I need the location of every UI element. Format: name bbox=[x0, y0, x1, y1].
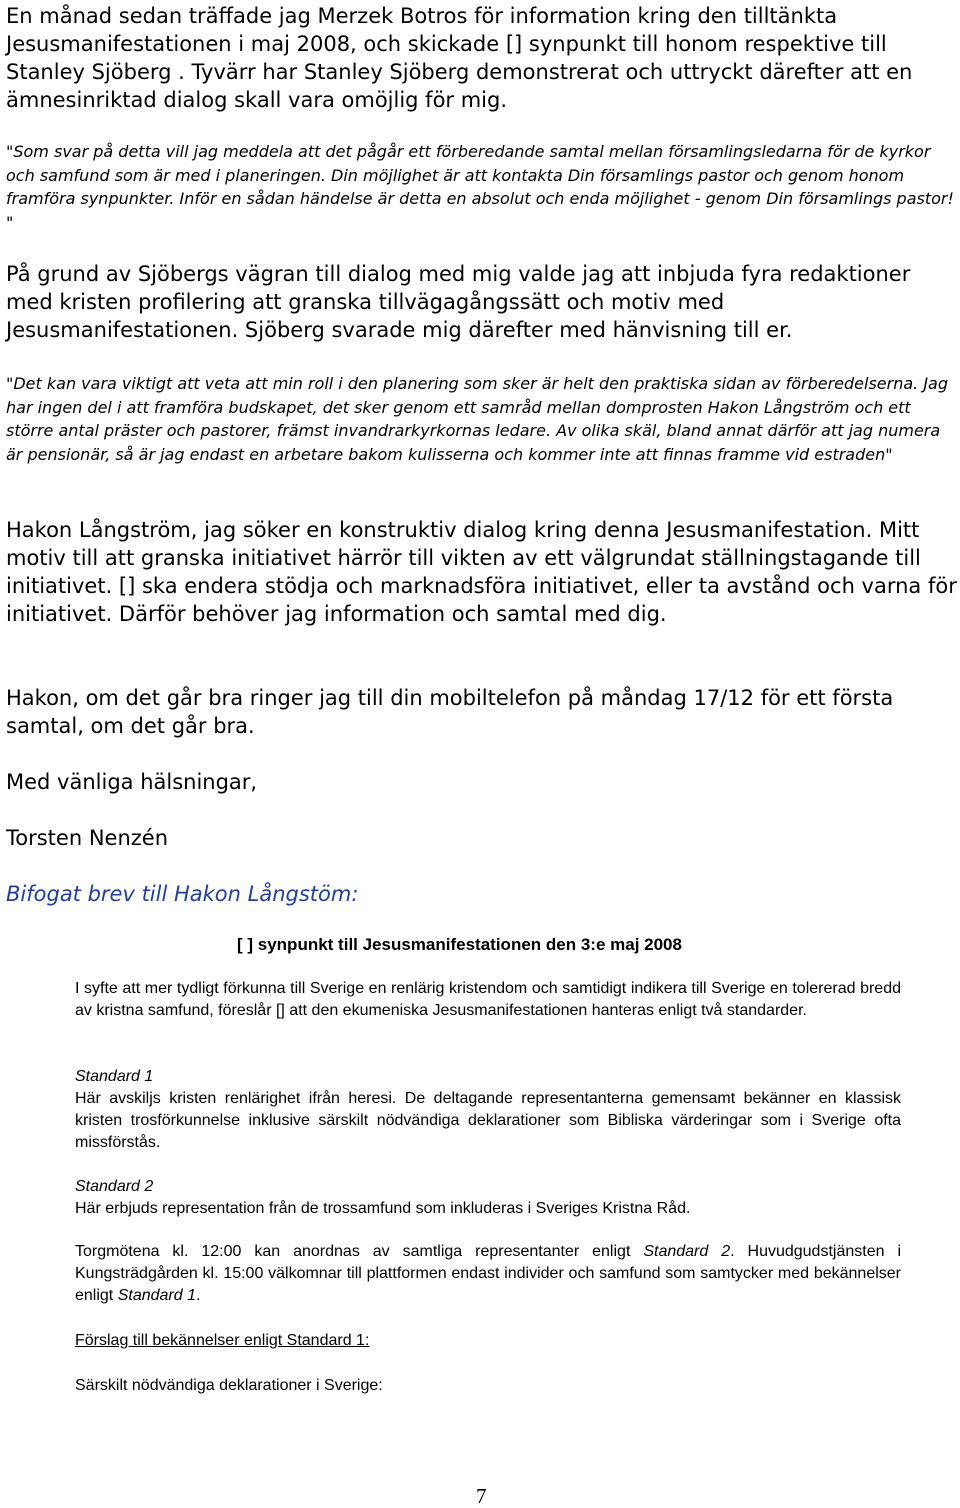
quote-sjoberg-2: "Det kan vara viktigt att veta att min roll i den planering som sker är helt den praktiska sidan av förberedelserna. Jag har ingen del i att framföra budskapet, det sker genom ett samråd mellan domprosten Hakon Långström och ett större antal präster och pastorer, främst invandrarkyrkornas ledare. Av olika skäl, bland annat därför att jag numera är pensionär, så är jag endast en arbetare bakom kulisserna och kommer inte att finnas framme vid estraden" bbox=[6, 374, 948, 464]
signature: Torsten Nenzén bbox=[6, 826, 169, 850]
schedule-ref-standard-1: Standard 1 bbox=[117, 1287, 196, 1304]
attachment-title: Bifogat brev till Hakon Långstöm: bbox=[6, 882, 359, 906]
paragraph-call: Hakon, om det går bra ringer jag till din mobiltelefon på måndag 17/12 för ett första samtal, om det går bra. bbox=[6, 686, 894, 738]
paragraph-redaktioner: På grund av Sjöbergs vägran till dialog med mig valde jag att inbjuda fyra redaktioner med kristen profilering att granska tillvägagångssätt och motiv med Jesusmanifestationen. Sjöberg svarade mig därefter med hänvisning till er. bbox=[6, 262, 911, 342]
standard-2-section bbox=[75, 1176, 901, 1220]
schedule-paragraph bbox=[75, 1241, 901, 1307]
standard-1-label: Standard 1 bbox=[75, 1068, 154, 1085]
intro-paragraph: En månad sedan träffade jag Merzek Botros för information kring den tilltänkta Jesusmanifestationen i maj 2008, och skickade [] synpunkt till honom respektive till Stanley Sjöberg . Tyvärr har Stanley Sjöberg demonstrerat och uttryckt därefter att en ämnesinriktad dialog skall vara omöjlig för mig. bbox=[6, 4, 913, 112]
attachment-heading: [ ] synpunkt till Jesusmanifestationen den 3:e maj 2008 bbox=[237, 935, 682, 954]
greeting: Med vänliga hälsningar, bbox=[6, 770, 258, 794]
page-number: 7 bbox=[476, 1484, 487, 1508]
schedule-end: . bbox=[195, 1287, 201, 1304]
standard-1-section bbox=[75, 1066, 901, 1154]
declarations-heading: Särskilt nödvändiga deklarationer i Sverige: bbox=[75, 1377, 383, 1394]
standard-1-text: Här avskiljs kristen renlärighet ifrån heresi. De deltagande representanterna gemensamt bekänner en klassisk kristen trosförkunnelse inklusive särskilt nödvändiga deklarationer som Bibliska värderingar som i Sverige ofta missförstås. bbox=[75, 1090, 901, 1151]
standard-2-label: Standard 2 bbox=[75, 1178, 154, 1195]
schedule-ref-standard-2: Standard 2 bbox=[643, 1243, 731, 1260]
schedule-text-a: Torgmötena kl. 12:00 kan anordnas av samtliga representanter enligt bbox=[75, 1243, 631, 1260]
standard-2-text: Här erbjuds representation från de trossamfund som inkluderas i Sveriges Kristna Råd. bbox=[75, 1200, 691, 1217]
proposal-link[interactable]: Förslag till bekännelser enligt Standard 1: bbox=[75, 1332, 370, 1349]
attachment-intro: I syfte att mer tydligt förkunna till Sverige en renlärig kristendom och samtidigt indikera till Sverige en tolererad bredd av kristna samfund, föreslår [] att den ekumeniska Jesusmanifestationen hanteras enligt två standarder. bbox=[75, 980, 901, 1019]
quote-sjoberg-1: "Som svar på detta vill jag meddela att det pågår ett förberedande samtal mellan församlingsledarna för de kyrkor och samfund som är med i planeringen. Din möjlighet är att kontakta Din församlings pastor och genom honom framföra synpunkter. Inför en sådan händelse är detta en absolut och enda möjlighet - genom Din församlings pastor! " bbox=[6, 142, 954, 232]
schedule-text-b: . Huvudgudstjänsten i Kungsträdgården kl. 15:00 välkomnar till plattformen endast individer och samfund som samtycker med bekännelser enligt bbox=[75, 1243, 901, 1304]
paragraph-dialog: Hakon Långström, jag söker en konstruktiv dialog kring denna Jesusmanifestation. Mitt motiv till att granska initiativet härrör till vikten av ett välgrundat ställningstagande till initiativet. [] ska endera stödja och marknadsföra initiativet, eller ta avstånd och varna för initiativet. Därför behöver jag information och samtal med dig. bbox=[6, 518, 957, 626]
